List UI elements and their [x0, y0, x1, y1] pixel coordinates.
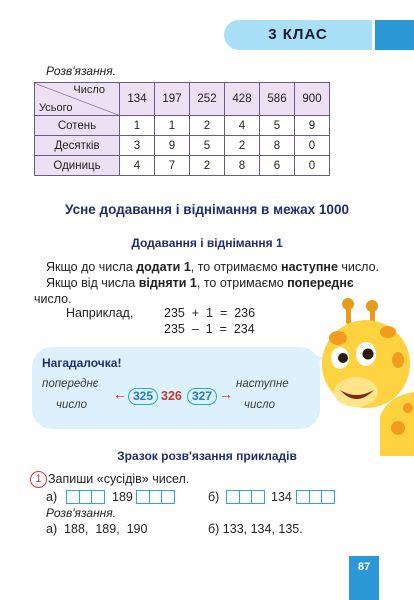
- grade-label: 3 КЛАС: [268, 26, 328, 43]
- left-arrow-icon: ←: [113, 386, 127, 402]
- task-solution-label: Розв'язання.: [46, 506, 117, 520]
- task-a-answer: а) 188, 189, 190: [46, 522, 148, 536]
- table-cell: 9: [155, 136, 190, 156]
- rule-text: Якщо від числа: [46, 276, 139, 290]
- table-cell: 6: [260, 156, 295, 176]
- rule-text: , то отримаємо: [190, 260, 282, 274]
- task-a-value: 189: [112, 490, 133, 504]
- table-cell: 2: [225, 136, 260, 156]
- row-label: Сотень: [35, 116, 120, 136]
- table-cell: 3: [120, 136, 155, 156]
- giraffe-icon: [318, 296, 414, 456]
- task-number-badge: 1: [30, 471, 47, 488]
- table-cell: 4: [225, 116, 260, 136]
- table-cell: 5: [260, 116, 295, 136]
- task-b-value: 134: [271, 490, 292, 504]
- task-text: Запиши «сусідів» чисел.: [48, 472, 190, 486]
- table-cell: 1: [155, 116, 190, 136]
- table-row: [35, 136, 330, 156]
- subsection-title: Додавання і віднімання 1: [131, 236, 283, 250]
- section-title: Усне додавання і віднімання в межах 1000: [65, 202, 349, 217]
- page-number: 87: [349, 556, 379, 578]
- table-row: [35, 116, 330, 136]
- example-label: Наприклад,: [66, 306, 134, 320]
- row-label: Одиниць: [35, 156, 120, 176]
- task-a-label: а): [46, 490, 58, 504]
- right-arrow-icon: →: [219, 386, 233, 402]
- rule-text: число.: [337, 260, 379, 274]
- rule-emphasis: відняти 1: [138, 276, 197, 290]
- previous-number: 325: [128, 388, 158, 405]
- reminder-right-top: наступне: [236, 378, 289, 390]
- reminder-left-top: попереднє: [42, 378, 99, 390]
- table-cell: 0: [295, 136, 330, 156]
- center-number: 326: [161, 389, 182, 403]
- table-cell: 2: [190, 156, 225, 176]
- corner-top-label: Число: [73, 84, 105, 96]
- rule-subtract-end: число.: [34, 292, 72, 306]
- reminder-right-bottom: число: [244, 399, 275, 411]
- page-edge-marker: [375, 20, 414, 50]
- table-cell: 1: [120, 116, 155, 136]
- corner-bottom-label: Усього: [39, 102, 73, 114]
- reminder-title: Нагадалочка!: [42, 356, 122, 370]
- table-corner: [35, 83, 120, 116]
- rule-emphasis: попереднє: [287, 276, 354, 290]
- number-header: 900: [295, 83, 330, 116]
- reminder-left-bottom: число: [56, 399, 87, 411]
- answer-boxes-left[interactable]: [226, 490, 264, 504]
- task-b-answer: б) 133, 134, 135.: [208, 522, 303, 536]
- table-cell: 2: [190, 116, 225, 136]
- table-cell: 0: [295, 156, 330, 176]
- number-header: 252: [190, 83, 225, 116]
- rule-add: [46, 260, 379, 274]
- number-header: 586: [260, 83, 295, 116]
- rule-emphasis: наступне: [281, 260, 338, 274]
- row-label: Десятків: [35, 136, 120, 156]
- rule-text: Якщо до числа: [46, 260, 137, 274]
- table-cell: 4: [120, 156, 155, 176]
- table-cell: 8: [225, 156, 260, 176]
- rule-text: , то отримаємо: [196, 276, 288, 290]
- next-number: 327: [187, 388, 217, 405]
- page-edge-marker: [349, 578, 379, 600]
- place-value-table: [34, 82, 330, 176]
- number-header: 134: [120, 83, 155, 116]
- example-line-add: 235 + 1 = 236: [164, 306, 256, 320]
- answer-boxes-left[interactable]: [66, 490, 104, 504]
- rule-subtract: [46, 276, 354, 290]
- sample-title: Зразок розв'язання прикладів: [117, 449, 297, 463]
- rule-emphasis: додати 1: [136, 260, 191, 274]
- task-b-label: б): [208, 490, 220, 504]
- answer-boxes-right[interactable]: [296, 490, 334, 504]
- table-row: [35, 156, 330, 176]
- answer-boxes-right[interactable]: [136, 490, 174, 504]
- solution-label: Розв'язання.: [46, 64, 117, 78]
- table-cell: 9: [295, 116, 330, 136]
- table-cell: 7: [155, 156, 190, 176]
- table-cell: 8: [260, 136, 295, 156]
- table-cell: 5: [190, 136, 225, 156]
- number-header: 428: [225, 83, 260, 116]
- number-header: 197: [155, 83, 190, 116]
- example-line-subtract: 235 – 1 = 234: [164, 322, 255, 336]
